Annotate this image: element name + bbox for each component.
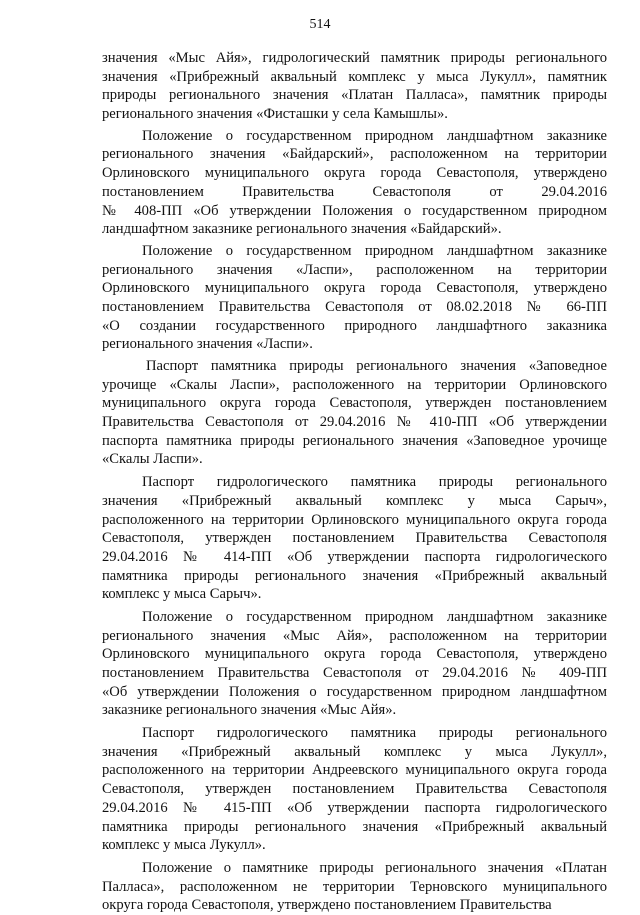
text-line: Орлиновского муниципального округа города Севастополя, утверждено [102,280,607,297]
text-line: «Скалы Ласпи». [102,451,203,468]
text-line: муниципального округа города Севастополя, утвержден постановлением [102,395,607,412]
text-line: Орлиновского муниципального округа города Севастополя, утверждено [102,646,607,663]
paragraph [102,127,607,239]
text-line: регионального значения «Фисташки у села Камышлы». [102,106,448,123]
text-line: значения «Прибрежный аквальный комплекс у мыса Сарыч», [102,492,607,509]
text-line: значения «Прибрежный аквальный комплекс у мыса Лукулл», [102,743,607,760]
text-line: паспорта памятника природы регионального значения «Заповедное урочище [102,432,607,449]
text-line: регионального значения «Байдарский», расположенном на территории [102,146,607,163]
text-line: регионального значения «Мыс Айя», расположенном на территории [102,627,607,644]
page-number: 514 [309,17,331,32]
text-line: комплекс у мыса Сарыч». [102,586,262,603]
document-body [102,49,607,915]
text-line: расположенного на территории Орлиновского муниципального округа города [102,511,607,528]
text-line: 29.04.2016 № 415-ПП «Об утверждении паспорта гидрологического [102,799,607,816]
text-line: значения «Мыс Айя», гидрологический памятник природы регионального [102,50,607,66]
text-line: Положение о государственном природном ландшафтном заказнике [142,127,607,144]
paragraph [102,608,607,720]
text-line: заказнике регионального значения «Мыс Айя». [102,702,397,719]
text-line: Паспорт гидрологического памятника природы регионального [142,474,607,491]
text-line: «Об утверждении Положения о государственном природном ландшафтном [102,683,607,700]
text-line: комплекс у мыса Лукулл». [102,837,266,854]
text-line: урочище «Скалы Ласпи», расположенного на территории Орлиновского [102,376,607,393]
paragraph [102,724,607,855]
text-line: постановлением Правительства Севастополя от 29.04.2016 № 409-ПП [102,665,607,681]
paragraph [102,242,607,354]
text-line: Положение о памятнике природы регионального значения «Платан [142,859,607,876]
text-line: округа города Севастополя, утверждено постановлением Правительства [102,897,552,914]
paragraph [102,473,607,604]
text-line: природы регионального значения «Платан Палласа», памятник природы [102,87,607,104]
text-line: Паспорт гидрологического памятника природы регионального [142,725,607,742]
text-line: Севастополя, утвержден постановлением Правительства Севастополя [102,781,607,798]
text-line: памятника природы регионального значения «Прибрежный аквальный [102,818,607,835]
text-line: Правительства Севастополя от 29.04.2016 № 410-ПП «Об утверждении [102,414,607,431]
text-line: Севастополя, утвержден постановлением Правительства Севастополя [102,530,607,547]
text-line: ландшафтном заказнике регионального значения «Байдарский». [102,221,502,238]
text-line: № 408-ПП «Об утверждении Положения о государственном природном [102,202,607,219]
text-line: «О создании государственного природного ландшафтного заказника [102,317,607,334]
text-line: регионального значения «Ласпи», расположенном на территории [102,261,607,278]
text-line: Орлиновского муниципального округа города Севастополя, утверждено [102,165,607,182]
text-line: постановлением Правительства Севастополя от 08.02.2018 № 66-ПП [102,298,607,315]
text-line: 29.04.2016 № 414-ПП «Об утверждении паспорта гидрологического [102,548,607,565]
text-line: Паспорт памятника природы регионального значения «Заповедное [146,358,607,374]
text-line: памятника природы регионального значения «Прибрежный аквальный [102,567,607,584]
text-line: Положение о государственном природном ландшафтном заказнике [142,242,607,259]
text-line: Положение о государственном природном ландшафтном заказнике [142,608,607,625]
paragraph [102,859,607,915]
text-line: значения «Прибрежный аквальный комплекс у мыса Лукулл», памятник [102,68,607,85]
paragraph [102,357,607,469]
text-line: регионального значения «Ласпи». [102,336,313,353]
text-line: Палласа», расположенном не территории Терновского муниципального [102,878,607,895]
text-line: расположенного на территории Андреевского муниципального округа города [102,762,607,779]
text-line: постановлением Правительства Севастополя от 29.04.2016 [102,183,607,200]
paragraph [102,49,607,124]
